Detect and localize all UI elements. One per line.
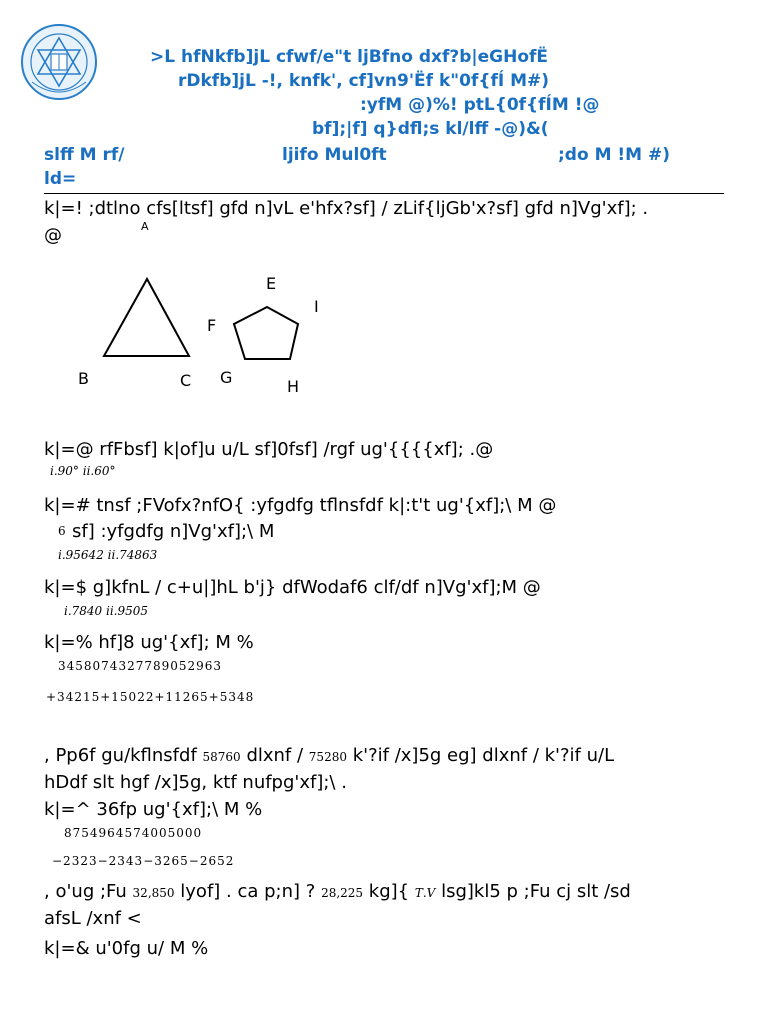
- school-name: >L hfNkfb]jL cfwf/e"t ljBfno dxf?b|eGHofË: [150, 47, 549, 67]
- label-g: G: [220, 368, 233, 387]
- question-3-text-2: sf] :yfgdfg n]Vg'xf];\ M: [72, 521, 275, 542]
- question-5-sum: +34215+15022+11265+5348: [46, 690, 255, 704]
- school-logo: [12, 22, 122, 132]
- question-3-num: 6: [58, 524, 67, 538]
- question-7-text: k|=& u'0fg u/ M %: [44, 938, 209, 959]
- question-1-marks: @: [44, 225, 62, 246]
- subject-label: ljifo Mul0ft: [282, 145, 387, 165]
- word-problem-1-line1: , Pp6f gu/kflnsfdf 58760 dlxnf / 75280 k'?if /x]5g eg] dlxnf / k'?if u/L: [44, 745, 615, 766]
- label-h: H: [287, 377, 300, 396]
- question-2-text: k|=@ rfFbsf] k|of]u u/L sf]0fsf] /rgf ug'{{{{xf]; .@: [44, 439, 494, 460]
- word-problem-2-line2: afsL /xnf <: [44, 908, 142, 929]
- label-b: B: [78, 369, 89, 388]
- label-e: E: [266, 274, 277, 293]
- exam-year-passmarks: :yfM @)%! ptL{0f{fÍM !@: [360, 95, 600, 115]
- word-problem-1-line2: hDdf slt hgf /x]5g, ktf nufpg'xf];\ .: [44, 772, 347, 793]
- triangle-shape: [104, 279, 189, 356]
- question-1-text: k|=! ;dtlno cfs[ltsf] gfd n]vL e'hfx?sf] / zLif{ljGb'x?sf] gfd n]Vg'xf]; .: [44, 198, 649, 219]
- school-address: rDkfb]jL -!, knfk', cf]vn9'Ëf k"0f{fÍ M#): [178, 71, 550, 91]
- date-label: ld=: [44, 169, 77, 189]
- word-problem-2-line1: , o'ug ;Fu 32,850 lyof] . ca p;n] ? 28,225 kg]{ 𝑇.𝑉 lsg]kl5 p ;Fu cj slt /sd: [44, 881, 631, 902]
- question-3-text: k|=# tnsf ;FVofx?nfO{ :yfgdfg tflnsfdf k|:t't ug'{xf];\ M @: [44, 495, 557, 516]
- question-5-numbers: 3458074327789052963: [58, 659, 223, 673]
- label-c: C: [180, 371, 192, 390]
- exam-title: bf];|f] q}dfl;s kl/lff -@)&(: [312, 119, 549, 139]
- question-5-text: k|=% hf]8 ug'{xf]; M %: [44, 632, 254, 653]
- class-label: slff M rf/: [44, 145, 125, 165]
- question-4-sub: 𝑖.7840 𝑖𝑖.9505: [64, 604, 149, 618]
- label-a: A: [141, 220, 149, 233]
- question-4-text: k|=$ g]kfnL / c+u|]hL b'j} dfWodaf6 clf/df n]Vg'xf];M @: [44, 577, 541, 598]
- label-i: I: [314, 297, 319, 316]
- question-3-sub: 𝑖.95642 𝑖𝑖.74863: [58, 548, 158, 562]
- question-6-subtraction: −2323−2343−3265−2652: [52, 854, 235, 868]
- question-2-sub: 𝑖.90° 𝑖𝑖.60°: [50, 464, 116, 478]
- pentagon-shape: [234, 307, 298, 359]
- question-6-numbers: 8754964574005000: [64, 826, 203, 840]
- time-label: ;do M !M #): [558, 145, 671, 165]
- header-divider: [44, 193, 724, 194]
- label-f: F: [207, 316, 217, 335]
- question-6-text: k|=^ 36fp ug'{xf];\ M %: [44, 799, 263, 820]
